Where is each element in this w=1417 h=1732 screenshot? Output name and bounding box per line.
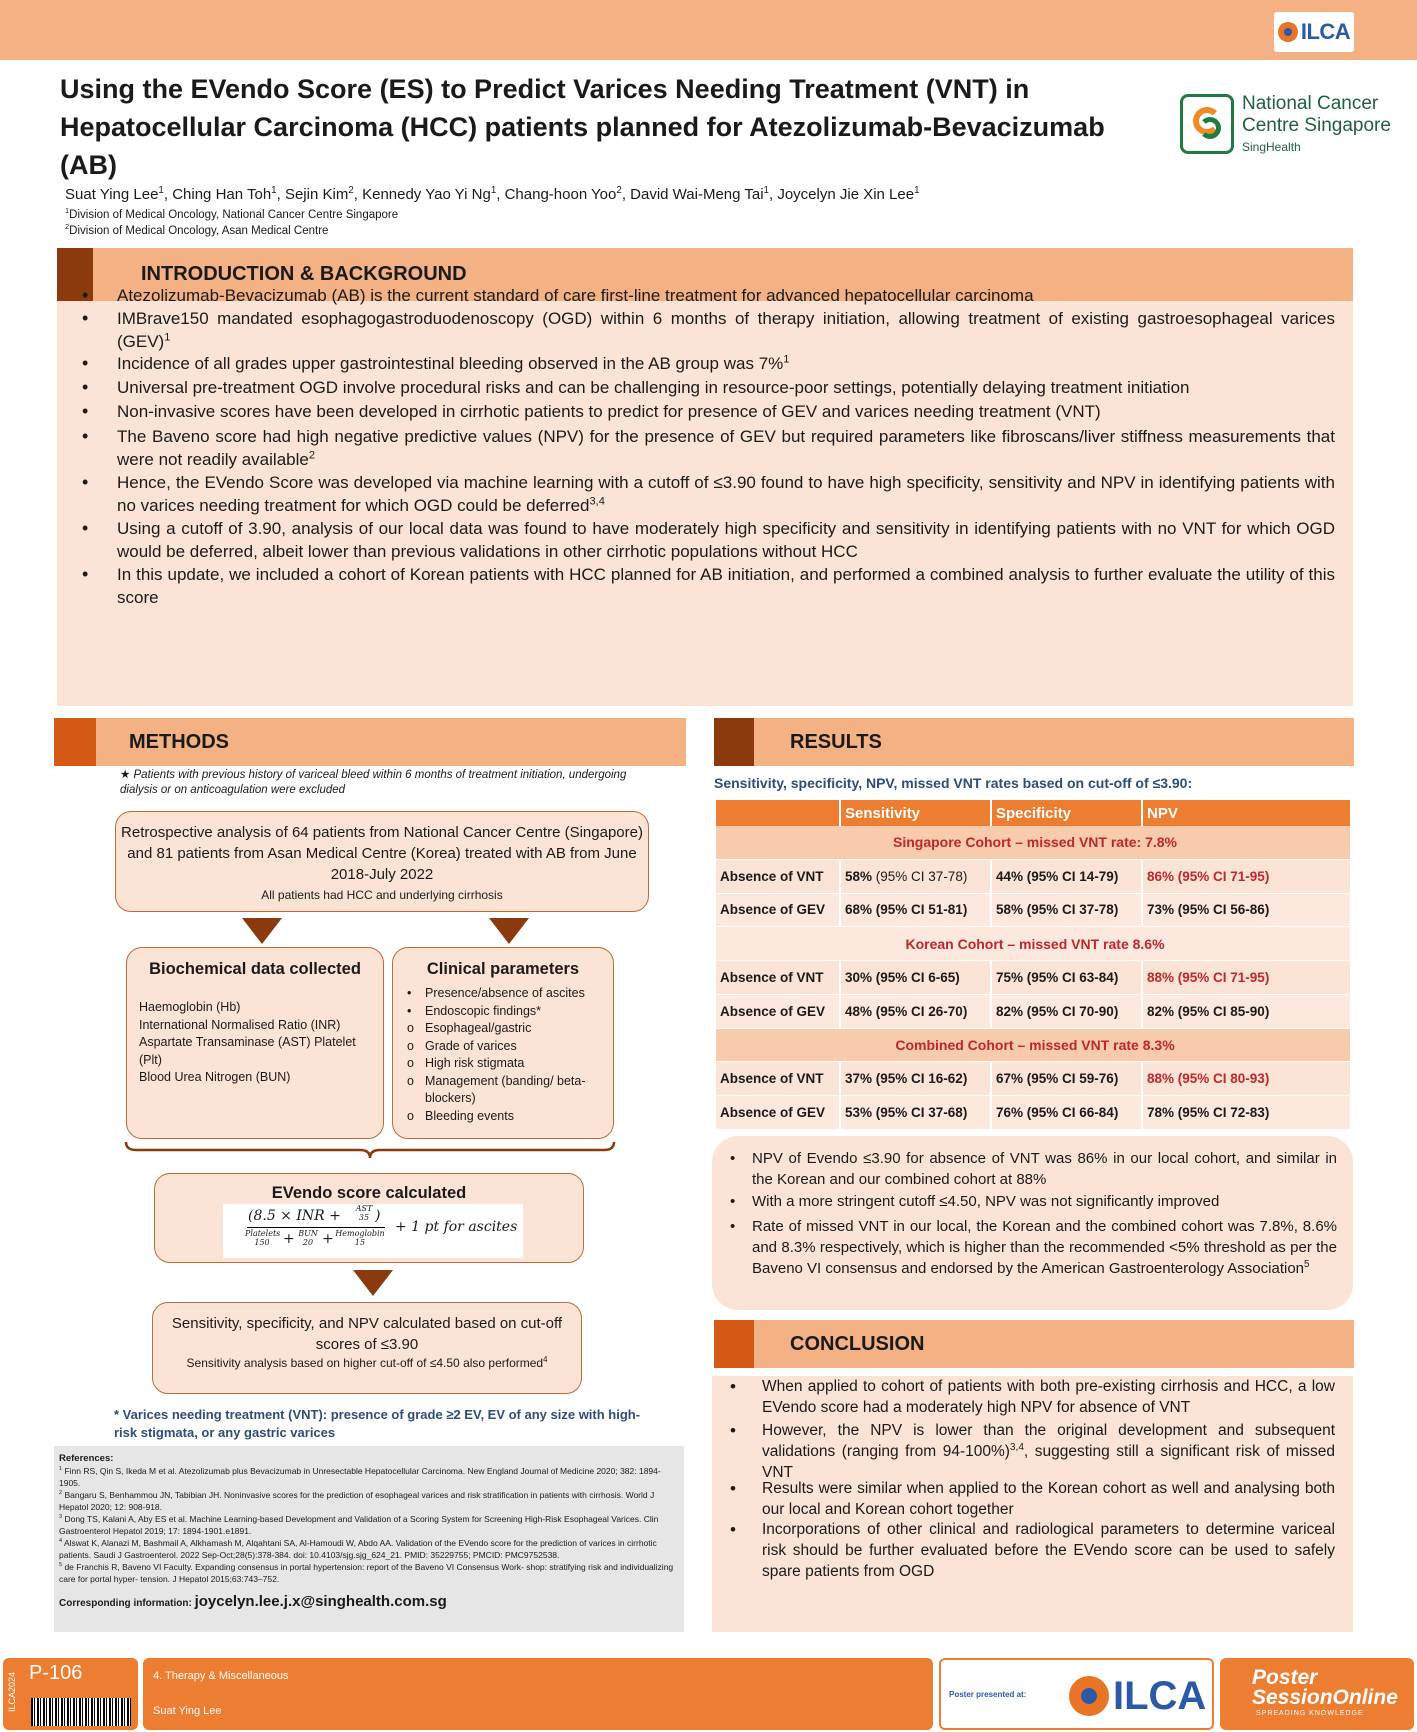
sensitivity-text: Sensitivity, specificity, and NPV calculated based on cut-off scores of ≤3.90 xyxy=(171,1315,563,1353)
reference-text: Finn RS, Qin S, Ikeda M et al. Atezolizumab plus Bevacizumab in Unresectable Hepatocellular Carcinoma. New England Journal of Medicine 2020; 382: 1894-1905. xyxy=(59,1466,661,1488)
bullet-text: NPV of Evendo ≤3.90 for absence of VNT was 86% in our local cohort, and similar in the Korean and our combined cohort at 88% xyxy=(752,1150,1337,1188)
footer xyxy=(0,1656,1417,1732)
intro-bullet xyxy=(57,471,1353,517)
cohort-row xyxy=(716,826,1352,860)
clinical-item-text: Esophageal/gastric xyxy=(425,1021,532,1035)
footer-author: Suat Ying Lee xyxy=(153,1705,222,1717)
references-heading: References: xyxy=(59,1453,114,1464)
bullet-text: The Baveno score had high negative predictive values (NPV) for the presence of GEV but required parameters like fibroscans/liver stiffness measurements that were not readily available xyxy=(117,427,1335,469)
author-name: Ching Han Toh xyxy=(172,186,272,203)
clinical-item xyxy=(403,1038,603,1056)
results-heading: RESULTS xyxy=(790,730,882,753)
npv-cell: 88% (95% CI 71-95) xyxy=(1143,961,1352,995)
formula-ast-fraction: AST 35 xyxy=(355,1204,373,1222)
bullet-text: Results were similar when applied to the Korean cohort as well and analysing both our local and Korean cohort together xyxy=(762,1480,1335,1518)
author-affiliation-mark: 1 xyxy=(763,185,769,196)
table-header-cell: NPV xyxy=(1143,800,1352,826)
results-section-header xyxy=(714,718,1354,766)
bullet-icon: • xyxy=(407,986,412,1000)
bullet-icon: • xyxy=(82,518,89,538)
footer-pso-logo xyxy=(1220,1658,1414,1730)
sensitivity-value: 68% (95% CI 51-81) xyxy=(845,902,968,918)
author-affiliation-mark: 2 xyxy=(348,185,354,196)
pso-logo-text: Poster SessionOnline xyxy=(1252,1666,1398,1709)
biochemical-item: International Normalised Ratio (INR) xyxy=(139,1017,341,1032)
sensitivity-cell xyxy=(841,860,992,894)
clinical-item-text: Bleeding events xyxy=(425,1108,514,1123)
table-header-cell: Sensitivity xyxy=(841,800,992,826)
row-label: Absence of GEV xyxy=(716,995,841,1029)
specificity-cell: 44% (95% CI 14-79) xyxy=(992,860,1143,894)
reference-item xyxy=(59,1465,679,1489)
sensitivity-value: 58% xyxy=(845,868,873,884)
intro-bullet xyxy=(57,376,1353,399)
formula-plus: + xyxy=(322,1231,334,1247)
cohort-title xyxy=(716,927,1352,961)
reference-text: Dong TS, Kalani A, Aby ES et al. Machine Learning-based Development and Validation of a Scoring System for Screening High-Risk Esophageal Varices. Clin Gastroenterol Hepatol 2019; 17: 1894-1901.e1891. xyxy=(59,1514,659,1536)
intro-heading: INTRODUCTION & BACKGROUND xyxy=(141,263,467,285)
bullet-icon: • xyxy=(730,1421,736,1440)
specificity-cell: 67% (95% CI 59-76) xyxy=(992,1062,1143,1096)
sensitivity-value: 48% (95% CI 26-70) xyxy=(845,1003,968,1019)
conclusion-heading: CONCLUSION xyxy=(790,1332,925,1355)
bullet-icon: • xyxy=(730,1150,736,1167)
corresponding-info xyxy=(59,1593,679,1610)
citation-mark: 2 xyxy=(308,449,315,462)
clinical-box xyxy=(392,947,614,1139)
clinical-item xyxy=(403,1108,603,1126)
barcode-icon xyxy=(31,1698,131,1726)
clinical-item xyxy=(403,1073,603,1108)
bullet-text: Universal pre-treatment OGD involve procedural risks and can be challenging in resource-poor settings, potentially delaying treatment initiation xyxy=(117,378,1190,397)
ncc-logo-line3: SingHealth xyxy=(1242,140,1301,154)
conclusion-section-header xyxy=(714,1320,1354,1368)
bullet-text: IMBrave150 mandated esophagogastroduodenoscopy (OGD) within 6 months of therapy initiation, allowing treatment of existing gastroesophageal varices (GEV) xyxy=(117,309,1335,351)
formula-fraction-bar xyxy=(247,1227,385,1228)
cohort-name: Combined Cohort xyxy=(895,1036,1018,1053)
bullet-text: However, the NPV is lower than the original development and subsequent validations (ranging from 94-100%) xyxy=(762,1422,1335,1460)
sensitivity-cell xyxy=(841,1062,992,1096)
bullet-icon: • xyxy=(82,426,89,446)
bullet-icon: • xyxy=(730,1218,736,1235)
down-arrow-icon xyxy=(242,918,282,944)
footer-info xyxy=(143,1658,933,1730)
formula-plus: + xyxy=(283,1231,295,1247)
bullet-text: Hence, the EVendo Score was developed via machine learning with a cutoff of ≤3.90 found to have high specificity, sensitivity and NPV in identifying patients with no varices needing treatment for which OGD could be deferred xyxy=(117,473,1335,515)
footer-poster-code: P-106 xyxy=(29,1662,83,1684)
table-row xyxy=(716,995,1352,1029)
sensitivity-value: 53% (95% CI 37-68) xyxy=(845,1105,968,1121)
methods-heading: METHODS xyxy=(129,730,229,753)
author-affiliation-mark: 1 xyxy=(914,185,920,196)
formula-close-paren: ) xyxy=(375,1208,381,1224)
retrospective-box xyxy=(115,811,649,912)
formula-bun-fraction: BUN 20 xyxy=(298,1229,318,1247)
npv-cell: 88% (95% CI 80-93) xyxy=(1143,1062,1352,1096)
specificity-cell: 76% (95% CI 66-84) xyxy=(992,1096,1143,1130)
citation-mark: 1 xyxy=(783,353,790,366)
table-header-cell: Specificity xyxy=(992,800,1143,826)
vnt-definition-note: * Varices needing treatment (VNT): presence of grade ≥2 EV, EV of any size with high-risk stigmata, or any gastric varices xyxy=(114,1407,641,1440)
clinical-item-text: Management (banding/ beta-blockers) xyxy=(425,1073,586,1105)
table-row xyxy=(716,1096,1352,1130)
citation-mark: 3,4 xyxy=(589,495,605,508)
results-table xyxy=(716,800,1352,1130)
corresponding-email[interactable]: joycelyn.lee.j.x@singhealth.com.sg xyxy=(194,1593,447,1610)
cohort-missed-rate: – missed VNT rate 8.3% xyxy=(1017,1036,1175,1053)
author-name: Chang-hoon Yoo xyxy=(504,186,617,203)
intro-bullet xyxy=(57,307,1353,353)
author-name: Sejin Kim xyxy=(284,186,349,203)
row-label: Absence of VNT xyxy=(716,860,841,894)
circle-bullet-icon: o xyxy=(407,1056,414,1070)
footer-presented-label: Poster presented at: xyxy=(949,1690,1027,1699)
cohort-name: Singapore Cohort xyxy=(893,834,1016,851)
reference-number: 3 xyxy=(59,1514,63,1521)
bullet-text: Incorporations of other clinical and radiological parameters to determine variceal risk should be further evaluated before the EVendo score can be used to safely spare patients from OGD xyxy=(762,1521,1335,1580)
author-name: Suat Ying Lee xyxy=(65,186,159,203)
specificity-cell: 82% (95% CI 70-90) xyxy=(992,995,1143,1029)
row-label: Absence of GEV xyxy=(716,894,841,928)
ilca-mark-icon xyxy=(1278,22,1298,42)
npv-cell: 73% (95% CI 56-86) xyxy=(1143,894,1352,928)
author-list: Suat Ying Lee$^1$, Ching Han Toh$^1$, Sejin Kim$^2$, Kennedy Yao Yi Ng$^1$, Chang-hoon Yoo$^2$, David Wai-Meng Tai$^1$, Joycelyn Jie Xin Lee$^1$ xyxy=(65,185,920,203)
bullet-icon: • xyxy=(730,1479,736,1498)
sensitivity-box xyxy=(152,1302,582,1394)
reference-text: Bangaru S, Benhammou JN, Tabibian JH. Noninvasive scores for the prediction of esophageal varices and risk stratification in patients with cirrhosis. World J Hepatol 2020; 12: 908-918. xyxy=(59,1490,655,1512)
bullet-text: In this update, we included a cohort of Korean patients with HCC planned for AB initiation, and performed a combined analysis to further evaluate the utility of this score xyxy=(117,565,1335,607)
ilca-logo-top xyxy=(1274,12,1354,52)
formula-ascites: + 1 pt for ascites xyxy=(395,1219,518,1235)
npv-cell: 78% (95% CI 72-83) xyxy=(1143,1096,1352,1130)
conclusion-bullet xyxy=(712,1519,1353,1582)
author-affiliation-mark: 1 xyxy=(490,185,497,196)
reference-item xyxy=(59,1561,679,1585)
npv-cell: 82% (95% CI 85-90) xyxy=(1143,995,1352,1029)
clinical-heading: Clinical parameters xyxy=(426,960,580,978)
cohort-title xyxy=(716,1029,1352,1063)
table-row xyxy=(716,860,1352,894)
bullet-text: Using a cutoff of 3.90, analysis of our local data was found to have moderately high specificity and sensitivity in identifying patients with no VNT for which OGD would be deferred, albeit lower than previous validations in other cirrhotic populations without HCC xyxy=(117,519,1335,561)
table-row xyxy=(716,1062,1352,1096)
exclusion-note: ★ Patients with previous history of variceal bleed within 6 months of treatment initiation, undergoing dialysis or on anticoagulation were excluded xyxy=(120,769,627,796)
reference-text: de Franchis R, Baveno VI Faculty. Expanding consensus in portal hypertension: report of the Baveno VI Consensus Work- shop: stratifying risk and individualizing care for portal hyper- tension. J Hepatol 2015;63:743–752. xyxy=(59,1562,674,1584)
ilca-logo-text: ILCA xyxy=(1300,19,1351,44)
bullet-text-cont: , suggesting still a significant risk of missed VNT xyxy=(762,1443,1336,1481)
circle-bullet-icon: o xyxy=(407,1073,414,1088)
biochemical-heading: Biochemical data collected xyxy=(149,960,361,978)
evendo-box xyxy=(154,1173,584,1263)
citation-mark: 1 xyxy=(164,331,171,344)
affiliation-2: $^2$Division of Medical Oncology, Asan Medical Centre xyxy=(65,222,329,237)
bullet-icon: • xyxy=(82,472,89,492)
cohort-missed-rate: – missed VNT rate: 7.8% xyxy=(1015,834,1177,851)
footer-category: 4. Therapy & Miscellaneous xyxy=(153,1670,289,1682)
footer-year-code: ILCA2024 xyxy=(7,1672,17,1713)
results-bullet xyxy=(712,1148,1353,1190)
clinical-item xyxy=(403,985,603,1003)
reference-number: 5 xyxy=(59,1562,63,1569)
circle-bullet-icon: o xyxy=(407,1038,414,1053)
ncc-logo-line1: National Cancer xyxy=(1242,93,1379,114)
biochemical-item: Blood Urea Nitrogen (BUN) xyxy=(139,1070,291,1084)
clinical-item xyxy=(403,1003,603,1021)
citation-mark: 3,4 xyxy=(1009,1441,1024,1453)
bullet-icon: • xyxy=(82,308,89,328)
intro-bullet xyxy=(57,425,1353,471)
cohort-row xyxy=(716,1029,1352,1063)
reference-text: Alswat K, Alanazi M, Bashmail A, Alkhamash M, Alqahtani SA, Al-Hamoudi W, Abdo AA. Validation of the EVendo score for the prediction of varices in cirrhotic patients. Saudi J Gastroenterol. 2022 Sep-Oct;28(5):378-384. doi: 10.4103/sjg.sjg_624_21. PMID: 35229755; PMCID: PMC9752538. xyxy=(59,1538,657,1560)
bullet-icon: • xyxy=(730,1377,736,1396)
sensitivity-cell xyxy=(841,894,992,928)
formula-numerator: (8.5 × INR + xyxy=(248,1208,341,1224)
formula-hb-fraction: Hemoglobin 15 xyxy=(335,1229,385,1247)
clinical-item-text: Endoscopic findings* xyxy=(425,1003,542,1018)
intro-bullet xyxy=(57,400,1353,423)
methods-section-header xyxy=(54,718,686,766)
biochemical-list xyxy=(139,999,371,1087)
reference-number: 4 xyxy=(59,1538,63,1545)
evendo-formula xyxy=(223,1204,523,1258)
conclusion-panel xyxy=(712,1376,1353,1632)
section-marker xyxy=(714,1320,754,1368)
circle-bullet-icon: o xyxy=(407,1021,414,1035)
table-header-row xyxy=(716,800,1352,826)
author-affiliation-mark: 2 xyxy=(616,185,622,196)
sensitivity-cell xyxy=(841,995,992,1029)
conclusion-bullet xyxy=(712,1420,1353,1483)
clinical-item-text: Presence/absence of ascites xyxy=(425,986,585,1000)
section-marker xyxy=(54,718,96,766)
biochemical-item: Aspartate Transaminase (AST) Platelet (Plt) xyxy=(139,1035,356,1067)
ilca-mark-icon xyxy=(1069,1676,1109,1716)
bullet-text: With a more stringent cutoff ≤4.50, NPV was not significantly improved xyxy=(752,1193,1220,1210)
circle-bullet-icon: o xyxy=(407,1108,414,1123)
table-header-cell xyxy=(716,800,841,826)
bullet-text: Non-invasive scores have been developed in cirrhotic patients to predict for presence of GEV and varices needing treatment (VNT) xyxy=(117,402,1101,421)
author-affiliation-mark: 1 xyxy=(271,185,277,196)
bullet-text: When applied to cohort of patients with both pre-existing cirrhosis and HCC, a low EVendo score had a moderately high NPV for absence of VNT xyxy=(762,1378,1335,1416)
bullet-icon: • xyxy=(407,1003,412,1018)
reference-item xyxy=(59,1537,679,1561)
bullet-icon: • xyxy=(82,377,89,397)
intro-bullet xyxy=(57,517,1353,563)
intro-bullet xyxy=(57,284,1353,307)
bullet-icon: • xyxy=(82,353,89,373)
row-label: Absence of GEV xyxy=(716,1096,841,1130)
author-name: David Wai-Meng Tai xyxy=(630,186,764,203)
reference-number: 1 xyxy=(59,1466,63,1473)
top-banner xyxy=(0,0,1417,60)
corresponding-label: Corresponding information: xyxy=(59,1598,192,1609)
row-label: Absence of VNT xyxy=(716,961,841,995)
bullet-icon: • xyxy=(82,564,89,584)
author-name: Joycelyn Jie Xin Lee xyxy=(777,186,915,203)
cohort-row xyxy=(716,927,1352,961)
table-row xyxy=(716,961,1352,995)
sensitivity-cell xyxy=(841,1096,992,1130)
down-arrow-icon xyxy=(353,1270,393,1296)
conclusion-bullet xyxy=(712,1376,1353,1418)
pso-tagline: SPREADING KNOWLEDGE xyxy=(1256,1710,1364,1717)
reference-item xyxy=(59,1489,679,1513)
clinical-item xyxy=(403,1055,603,1073)
footer-ilca-text: ILCA xyxy=(1113,1674,1207,1718)
sensitivity-cell xyxy=(841,961,992,995)
intro-bullet xyxy=(57,563,1353,609)
clinical-item xyxy=(403,1020,603,1038)
author-affiliation-mark: 1 xyxy=(158,185,164,196)
retrospective-text: Retrospective analysis of 64 patients from National Cancer Centre (Singapore) and 81 patients from Asan Medical Centre (Korea) treated with AB from June 2018-July 2022 xyxy=(121,824,643,883)
retrospective-subtext: All patients had HCC and underlying cirrhosis xyxy=(261,888,503,902)
brace-connector xyxy=(124,1140,616,1160)
npv-cell: 86% (95% CI 71-95) xyxy=(1143,860,1352,894)
intro-panel xyxy=(57,285,1353,706)
reference-item xyxy=(59,1513,679,1537)
affiliation-1: $^1$Division of Medical Oncology, National Cancer Centre Singapore xyxy=(65,206,399,221)
specificity-cell: 75% (95% CI 63-84) xyxy=(992,961,1143,995)
sensitivity-ci: (95% CI 37-78) xyxy=(872,868,968,884)
references-list xyxy=(59,1465,679,1585)
evendo-heading: EVendo score calculated xyxy=(271,1184,467,1202)
sensitivity-value: 37% (95% CI 16-62) xyxy=(845,1071,968,1087)
ncc-mark-icon xyxy=(1180,94,1234,154)
cohort-name: Korean Cohort xyxy=(905,935,1008,952)
results-caption: Sensitivity, specificity, NPV, missed VNT rates based on cut-off of ≤3.90: xyxy=(714,775,1193,791)
ncc-logo xyxy=(1180,86,1405,162)
bullet-icon: • xyxy=(82,285,89,305)
ncc-logo-line2: Centre Singapore xyxy=(1242,115,1391,136)
results-bullet xyxy=(712,1216,1353,1279)
biochemical-box xyxy=(126,947,384,1139)
bullet-text: Atezolizumab-Bevacizumab (AB) is the current standard of care first-line treatment for advanced hepatocellular carcinoma xyxy=(117,286,1034,305)
citation-mark: 5 xyxy=(1304,1259,1310,1270)
results-summary-panel xyxy=(712,1136,1353,1310)
footer-ilca-logo xyxy=(939,1658,1214,1730)
references-panel xyxy=(54,1446,684,1632)
footer-poster-id xyxy=(3,1658,138,1730)
bullet-text: Rate of missed VNT in our local, the Korean and the combined cohort was 7.8%, 8.6% and 8.3% respectively, which is higher than the recommended <5% threshold as per the Baveno VI consensus and endorsed by the American Gastroenterology Association xyxy=(752,1218,1337,1277)
conclusion-bullet xyxy=(712,1478,1353,1520)
sensitivity-subtext: Sensitivity analysis based on higher cut-off of ≤4.50 also performed$^4$ xyxy=(186,1355,548,1370)
author-name: Kennedy Yao Yi Ng xyxy=(362,186,491,203)
section-marker xyxy=(714,718,754,766)
sensitivity-value: 30% (95% CI 6-65) xyxy=(845,969,960,985)
formula-platelets-fraction: Platelets 150 xyxy=(245,1229,281,1247)
biochemical-item: Haemoglobin (Hb) xyxy=(139,1000,241,1014)
table-row xyxy=(716,894,1352,928)
intro-bullet xyxy=(57,352,1353,375)
bullet-icon: • xyxy=(730,1520,736,1539)
cohort-missed-rate: – missed VNT rate 8.6% xyxy=(1007,935,1165,952)
clinical-list xyxy=(403,985,603,1125)
poster-title: Using the EVendo Score (ES) to Predict Varices Needing Treatment (VNT) in Hepatocellular Carcinoma (HCC) patients planned for Atezolizumab-Bevacizumab (AB) xyxy=(60,74,1105,180)
bullet-icon: • xyxy=(730,1193,736,1210)
down-arrow-icon xyxy=(489,918,529,944)
bullet-icon: • xyxy=(82,401,89,421)
results-bullet xyxy=(712,1191,1353,1212)
reference-number: 2 xyxy=(59,1490,63,1497)
specificity-cell: 58% (95% CI 37-78) xyxy=(992,894,1143,928)
bullet-text: Incidence of all grades upper gastrointestinal bleeding observed in the AB group was 7% xyxy=(117,354,784,373)
clinical-item-text: Grade of varices xyxy=(425,1038,517,1053)
row-label: Absence of VNT xyxy=(716,1062,841,1096)
clinical-item-text: High risk stigmata xyxy=(425,1056,525,1070)
cohort-title xyxy=(716,826,1352,860)
